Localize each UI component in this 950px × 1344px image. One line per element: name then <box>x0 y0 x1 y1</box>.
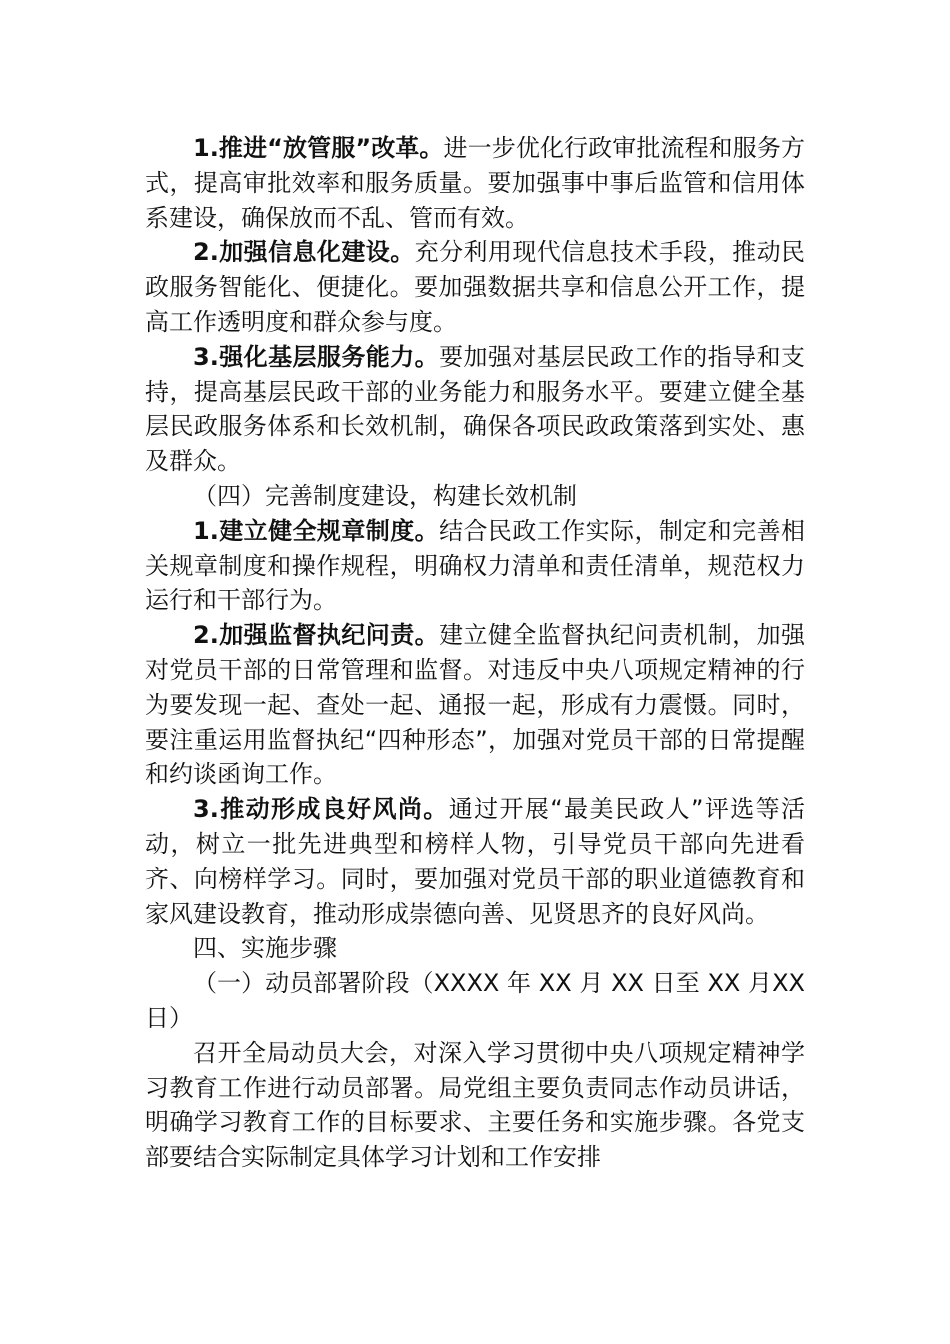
section-heading-implementation-steps <box>145 931 805 966</box>
paragraph-informatization <box>145 235 805 339</box>
section-heading-text: （四）完善制度建设，构建长效机制 <box>193 481 577 510</box>
paragraph-heading: 2.加强监督执纪问责。 <box>193 621 440 650</box>
paragraph-text: 进一步优化行政审批流程和服务方式，提高审批效率和服务质量。要加强事中事后监管和信用体系建设，确保放而不乱、管而有效。 <box>145 134 806 232</box>
paragraph-grassroots <box>145 340 805 479</box>
paragraph-heading: 3.强化基层服务能力。 <box>193 342 440 371</box>
paragraph-heading: 2.加强信息化建设。 <box>193 238 415 267</box>
paragraph-heading: 1.建立健全规章制度。 <box>193 516 440 545</box>
paragraph-text: 充分利用现代信息技术手段，推动民政服务智能化、便捷化。要加强数据共享和信息公开工作，提高工作透明度和群众参与度。 <box>145 238 805 336</box>
section-heading-system-building <box>145 479 805 514</box>
paragraph-regulations <box>145 514 805 618</box>
section-heading-text: （一）动员部署阶段（XXXX 年 XX 月 XX 日至 XX 月XX 日） <box>145 969 805 1032</box>
paragraph-reform <box>145 131 805 235</box>
paragraph-mobilization <box>145 1036 805 1175</box>
document-body <box>145 131 805 1175</box>
paragraph-heading: 3.推动形成良好风尚。 <box>193 795 449 824</box>
paragraph-supervision <box>145 618 805 792</box>
paragraph-text: 结合民政工作实际，制定和完善相关规章制度和操作规程，明确权力清单和责任清单，规范权力运行和干部行为。 <box>145 516 805 615</box>
paragraph-good-practice <box>145 792 805 931</box>
paragraph-heading: 1.推进“放管服”改革。 <box>193 134 444 162</box>
paragraph-text: 通过开展“最美民政人”评选等活动，树立一批先进典型和榜样人物，引导党员干部向先进看齐、向榜样学习。同时，要加强对党员干部的职业道德教育和家风建设教育，推动形成崇德向善、见贤思齐的良好风尚。 <box>145 795 805 928</box>
section-heading-mobilization-stage <box>145 966 805 1036</box>
paragraph-text: 建立健全监督执纪问责机制，加强对党员干部的日常管理和监督。对违反中央八项规定精神的行为要发现一起、查处一起、通报一起，形成有力震慑。同时，要注重运用监督执纪“四种形态”，加强对党员干部的日常提醒和约谈函询工作。 <box>145 621 805 789</box>
paragraph-text: 要加强对基层民政工作的指导和支持，提高基层民政干部的业务能力和服务水平。要建立健全基层民政服务体系和长效机制，确保各项民政政策落到实处、惠及群众。 <box>145 342 805 476</box>
paragraph-text: 召开全局动员大会，对深入学习贯彻中央八项规定精神学习教育工作进行动员部署。局党组主要负责同志作动员讲话，明确学习教育工作的目标要求、主要任务和实施步骤。各党支部要结合实际制定具体学习计划和工作安排 <box>145 1038 805 1172</box>
section-heading-text: 四、实施步骤 <box>193 934 337 963</box>
